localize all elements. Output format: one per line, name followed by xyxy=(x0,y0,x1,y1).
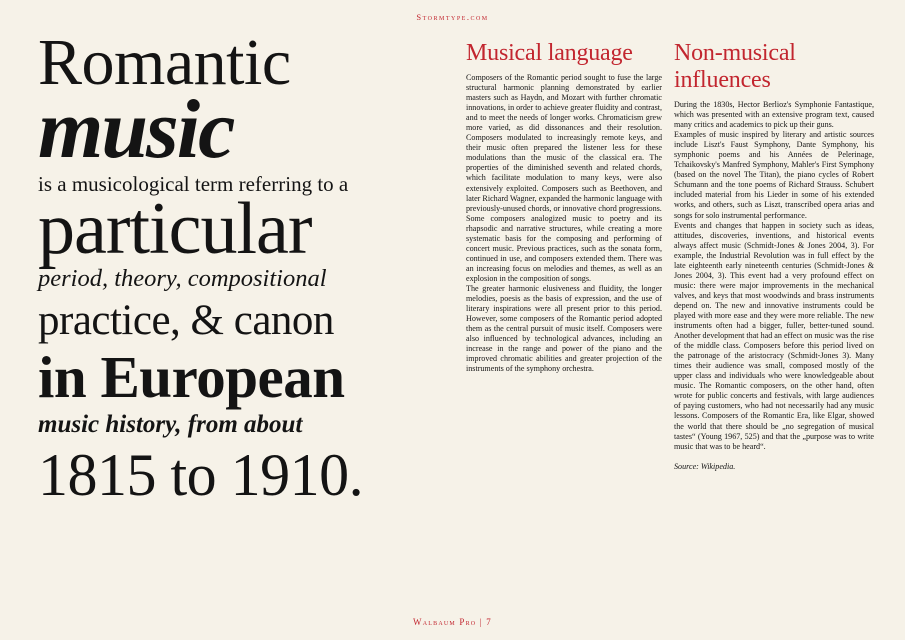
hero-headline xyxy=(38,26,458,508)
column-heading: Musical language xyxy=(466,40,633,66)
hero-line-years: 1815 to 1910. xyxy=(38,442,364,508)
hero-line-particular: particular xyxy=(38,188,312,270)
column-paragraph: Events and changes that happen in society such as ideas, attitudes, discoveries, inventions, and historical events always affect music (Schmidt-Jones & Jones 2004, 3). For example, the Industrial Revolution was in full effect by the late eighteenth early nineteenth centuries (Schmidt-Jones & Jones 2004, 3). This event had a very profound effect on music: there were major improvements in the mechanical valves, and keys that most woodwinds and brass instruments depend on. The new and innovative instruments could be played with more ease and they were more reliable. The new instruments often had a bigger, fuller, better-tuned sound. Another development that had an effect on music was the rise of the middle class. Composers before this period lived on the patronage of the aristocracy (Schmidt-Jones 3). Many times their audience was small, composed mostly of the upper class and individuals who were knowledgeable about music. The Romantic composers, on the other hand, often wrote for public concerts and festivals, with large audiences of paying customers, who had not necessarily had any music lessons. Composers of the Romantic Era, like Elgar, showed the world that there should be „no segregation of musical tastes“ (Young 1967, 525) and that the „purpose was to write music that was to be heard“. xyxy=(674,220,874,451)
hero-line-music: music xyxy=(38,83,234,176)
page-footer: Walbaum Pro | 7 xyxy=(413,617,492,627)
column-paragraph: Some composers analogized music to poetry and its rhapsodic and narrative structures, while creating a more systematic basis for the composing and performing of concert music. Previous practices, such as the sonata form, continued in use, and composers extended them. There was an increasing focus on melodies and themes, as well as an explosion in the composition of songs. xyxy=(466,213,662,283)
hero-line-european: in European xyxy=(38,344,345,410)
hero-line-romantic: Romantic xyxy=(38,26,291,99)
column-non-musical-influences xyxy=(674,40,874,472)
hero-line-practice: practice, & canon xyxy=(38,297,334,344)
column-paragraph: Examples of music inspired by literary and artistic sources include Liszt's Faust Symphony, Dante Symphony, his symphonic poems and his Années de Pelerinage, Tchaikovsky's Manfred Symphony, Mahler's First Symphony (based on the novel The Titan), the piano cycles of Robert Schumann and the tone poems of Richard Strauss. Schubert included material from his Lieder in some of his extended works, and others, such as Liszt, transcribed opera arias and songs for solo instrumental performance. xyxy=(674,130,874,220)
source-note: Source: Wikipedia. xyxy=(674,461,736,471)
column-paragraph: Composers of the Romantic period sought to fuse the large structural harmonic planning demonstrated by earlier masters such as Haydn, and Mozart with further chromatic innovations, in order to achieve greater fluidity and contrast, and to meet the needs of longer works. Chromaticism grew more varied, as did dissonances and their resolution. Composers modulated to increasingly remote keys, and their music often prepared the listener less for these modulations than the music of the classical era. The properties of the diminished seventh and related chords, which facilitate modulation to many keys, were also extensively exploited. Composers such as Beethoven, and later Richard Wagner, expanded the harmonic language with previously-unused chords, or innovative chord progressions. xyxy=(466,73,662,213)
site-header[interactable]: Stormtype.com xyxy=(416,12,489,22)
hero-line-period: period, theory, compositional xyxy=(38,265,327,292)
column-musical-language xyxy=(466,40,662,374)
hero-line-musicological: is a musicological term referring to a xyxy=(38,172,349,196)
column-heading: Non-musical influences xyxy=(674,40,796,93)
column-paragraph: During the 1830s, Hector Berlioz's Symphonie Fantastique, which was presented with an extensive program text, caused many critics and academics to pick up their guns. xyxy=(674,100,874,130)
column-paragraph: The greater harmonic elusiveness and fluidity, the longer melodies, poesis as the basis of expression, and the use of literary inspirations were all present prior to this period. However, some composers of the Romantic period adopted them as the central pursuit of music itself. Composers were also influenced by technological advances, including an increase in the range and power of the piano and the improved chromatic abilities and greater projection of the instruments of the symphony orchestra. xyxy=(466,283,662,374)
hero-line-history: music history, from about xyxy=(38,411,303,438)
